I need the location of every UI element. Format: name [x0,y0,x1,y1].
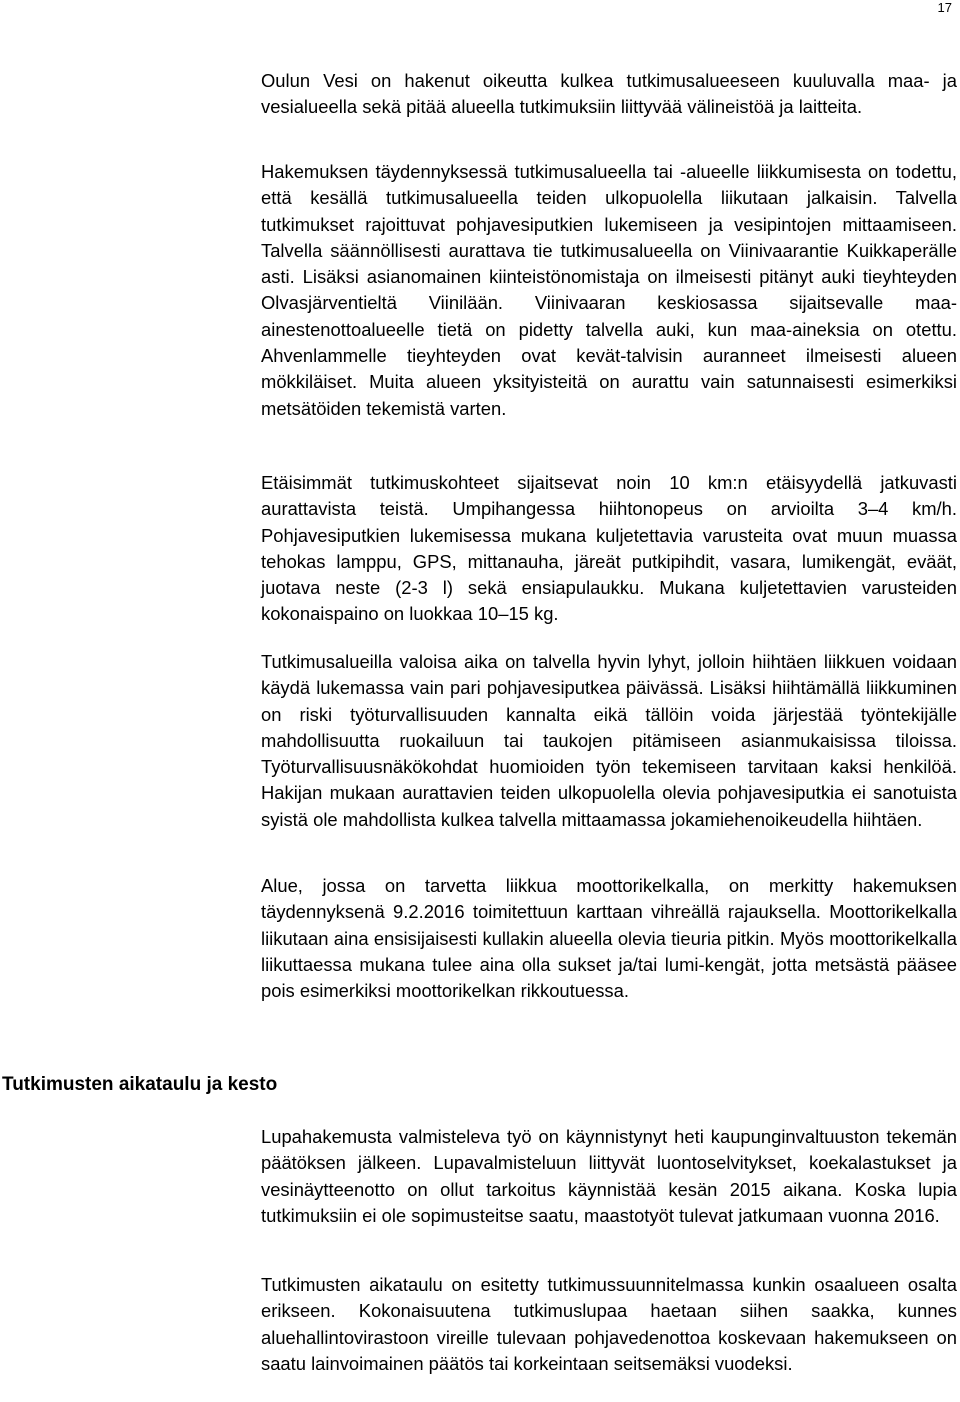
paragraph-snowmobile-area: Alue, jossa on tarvetta liikkua moottorikelkalla, on merkitty hakemuksen täydennyksenä 9.2.2016 toimitettuun karttaan vihreällä rajauksella. Moottorikelkalla liikutaan aina ensisijaisesti kullakin alueella olevia tieuria pitkin. Myös moottorikelkalla liikuttaessa mukana tulee aina olla sukset ja/tai lumi-kengät, jotta metsästä pääsee pois esimerkiksi moottorikelkan rikkoutuessa. [261,875,957,1002]
paragraph-access-rights: Oulun Vesi on hakenut oikeutta kulkea tutkimusalueeseen kuuluvalla maa- ja vesialueella sekä pitää alueella tutkimuksiin liittyvää välineistöä ja laitteita. [261,70,957,118]
page-number: 17 [937,0,952,15]
paragraph-daylight-safety: Tutkimusalueilla valoisa aika on talvella hyvin lyhyt, jolloin hiihtäen liikkuen voidaan käydä lukemassa vain pari pohjavesiputkea päivässä. Lisäksi hiihtämällä liikkuminen on riski työturvallisuuden kannalta eikä tällöin voida järjestää työntekijälle mahdollisuutta ruokailuun tai taukojen pitämiseen asianmukaisissa tiloissa. Työturvallisuusnäkökohdat huomioiden työn tekemiseen tarvitaan kaksi henkilöä. Hakijan mukaan aurattavien teiden ulkopuolella olevia pohjavesiputkia ei sanotuista syistä ole mahdollista kulkea talvella mittaamassa jokamiehenoikeudella hiihtäen. [261,651,957,830]
paragraph-schedule: Tutkimusten aikataulu on esitetty tutkimussuunnitelmassa kunkin osaalueen osalta erikseen. Kokonaisuutena tutkimuslupaa haetaan siihen saakka, kunnes aluehallintovirastoon vireille tulevaan pohjavedenottoa koskevaan hakemukseen on saatu lainvoimainen päätös tai korkeintaan seitsemäksi vuodeksi. [261,1274,957,1374]
section-heading: Tutkimusten aikataulu ja kesto [2,1074,278,1095]
paragraph-movement-in-area: Hakemuksen täydennyksessä tutkimusalueella tai -alueelle liikkumisesta on todettu, että kesällä tutkimusalueella teiden ulkopuolella liikutaan jalkaisin. Talvella tutkimukset rajoittuvat pohjavesiputkien lukemiseen ja vesipintojen mittaamiseen. Talvella säännöllisesti aurattava tie tutkimusalueella on Viinivaarantie Kuikkaperälle asti. Lisäksi asianomainen kiinteistönomistaja on ilmeisesti pitänyt auki tieyhteyden Olvasjärventieltä Viinilään. Viinivaaran keskiosassa sijaitsevalle maa-ainestenottoalueelle tietä on pidetty talvella auki, kun maa-aineksia on otettu. Ahvenlammelle tieyhteyden ovat kevät-talvisin auranneet ilmeisesti alueen mökkiläiset. Muita alueen yksityisteitä on aurattu vain satunnaisesti esimerkiksi metsätöiden tekemistä varten. [261,161,957,419]
paragraph-distances-equipment: Etäisimmät tutkimuskohteet sijaitsevat noin 10 km:n etäisyydellä jatkuvasti aurattavista teistä. Umpihangessa hiihtonopeus on arvioilta 3–4 km/h. Pohjavesiputkien lukemisessa mukana kuljetettavia varusteita ovat muun muassa tehokas lamppu, GPS, mittanauha, järeät putkipihdit, vasara, lumikengät, eväät, juotava neste (2-3 l) sekä ensiapulaukku. Mukana kuljetettavien varusteiden kokonaispaino on luokkaa 10–15 kg. [261,472,957,625]
paragraph-preparation-work: Lupahakemusta valmisteleva työ on käynnistynyt heti kaupunginvaltuuston tekemän päätöksen jälkeen. Lupavalmisteluun liittyvät luontoselvitykset, koekalastukset ja vesinäytteenotto on ollut tarkoitus käynnistää kesän 2015 aikana. Koska lupia tutkimuksiin ei ole sopimusteitse saatu, maastotyöt tulevat jatkumaan vuonna 2016. [261,1126,957,1226]
